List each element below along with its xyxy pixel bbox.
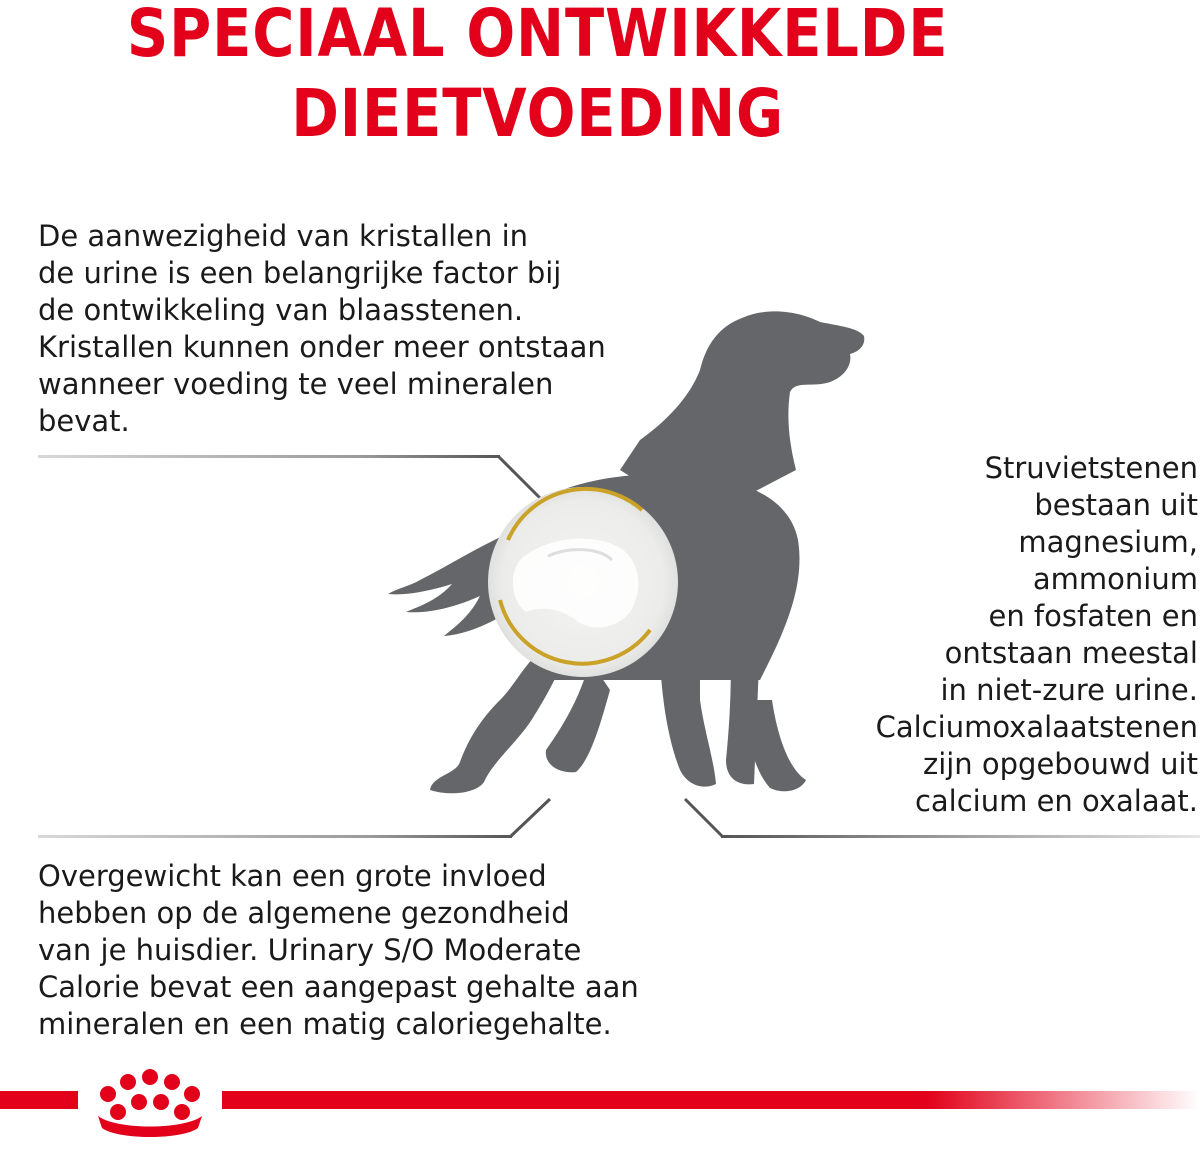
footer-bar-right bbox=[222, 1091, 1200, 1109]
royal-canin-crown-logo bbox=[86, 1068, 214, 1148]
connector-line-top bbox=[38, 455, 540, 498]
connector-line-bottom-left bbox=[38, 799, 550, 838]
bladder-circle-icon bbox=[488, 487, 678, 677]
title-line-1: SPECIAAL ONTWIKKELDE bbox=[126, 0, 949, 72]
connector-line-bottom-right bbox=[685, 799, 1200, 838]
title-line-2: DIEETVOEDING bbox=[291, 75, 785, 152]
stones-text: Struvietstenen bestaan uit magnesium, ammonium en fosfaten en ontstaan meestal in niet-zure urine. Calciumoxalaatstenen zijn opgebouwd uit calcium en oxalaat. bbox=[875, 451, 1198, 818]
overweight-text: Overgewicht kan een grote invloed hebben op de algemene gezondheid van je huisdier. Urinary S/O Moderate Calorie bevat een aangepast gehalte aan mineralen en een matig caloriegehalte. bbox=[38, 859, 639, 1041]
footer-bar-left bbox=[0, 1091, 78, 1109]
crystals-text: De aanwezigheid van kristallen in de urine is een belangrijke factor bij de ontwikkeling van blaasstenen. Kristallen kunnen onder meer ontstaan wanneer voeding te veel mineralen bevat. bbox=[38, 219, 606, 438]
